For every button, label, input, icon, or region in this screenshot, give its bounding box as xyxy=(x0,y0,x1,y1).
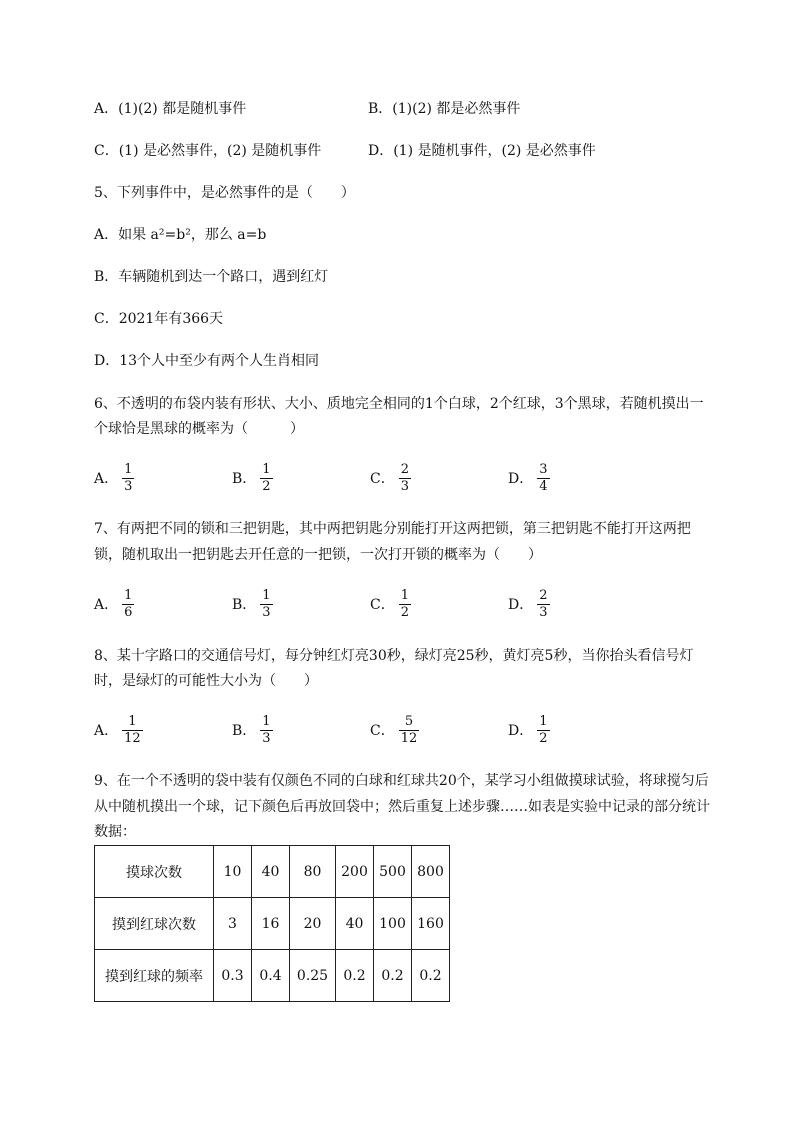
table-cell: 0.3 xyxy=(214,950,252,1002)
row-header: 摸到红球次数 xyxy=(95,898,214,950)
fraction: $\frac{3}{4}$ xyxy=(539,461,548,494)
table-cell: 0.2 xyxy=(412,950,450,1002)
table-cell: 16 xyxy=(252,898,290,950)
q8-option-b: B． $\frac{1}{3}$ xyxy=(232,713,271,746)
q5-option-a: A．如果 a²=b²，那么 a=b xyxy=(94,227,267,243)
table-cell: 0.2 xyxy=(336,950,374,1002)
table-cell: 160 xyxy=(412,898,450,950)
q7-option-d: D． $\frac{2}{3}$ xyxy=(508,587,548,620)
q9-stats-table xyxy=(94,845,450,1002)
q9-stem-line2: 从中随机摸出一个球，记下颜色后再放回袋中；然后重复上述步骤……如表是实验中记录的部分统计 xyxy=(94,799,710,815)
table-cell: 0.25 xyxy=(290,950,336,1002)
q4-option-a: A．(1)(2) 都是随机事件 xyxy=(94,101,247,117)
table-row xyxy=(95,846,450,898)
q7-stem-line1: 7、有两把不同的锁和三把钥匙，其中两把钥匙分别能打开这两把锁，第三把钥匙不能打开这两把 xyxy=(94,521,691,537)
q4-option-b: B．(1)(2) 都是必然事件 xyxy=(368,101,521,117)
q8-stem-line1: 8、某十字路口的交通信号灯，每分钟红灯亮30秒，绿灯亮25秒，黄灯亮5秒，当你抬头看信号灯 xyxy=(94,648,694,664)
fraction: $\frac{1}{2}$ xyxy=(539,713,548,746)
table-row xyxy=(95,898,450,950)
q7-option-a: A． $\frac{1}{6}$ xyxy=(94,587,133,620)
q5-option-c: C．2021年有366天 xyxy=(94,311,224,327)
fraction: $\frac{2}{3}$ xyxy=(400,461,409,494)
table-cell: 80 xyxy=(290,846,336,898)
fraction: $\frac{1}{12}$ xyxy=(124,713,141,746)
q6-option-b: B． $\frac{1}{2}$ xyxy=(232,461,271,494)
q6-option-d: D． $\frac{3}{4}$ xyxy=(508,461,548,494)
table-row xyxy=(95,950,450,1002)
fraction: $\frac{1}{3}$ xyxy=(262,713,271,746)
fraction: $\frac{1}{2}$ xyxy=(262,461,271,494)
q9-stem-line3: 数据： xyxy=(94,824,136,840)
q5-stem: 5、下列事件中，是必然事件的是（ ） xyxy=(94,185,355,201)
q6-stem-line2: 个球恰是黑球的概率为（ ） xyxy=(94,421,304,437)
row-header: 摸球次数 xyxy=(95,846,214,898)
fraction: $\frac{2}{3}$ xyxy=(539,587,548,620)
q8-stem-line2: 时，是绿灯的可能性大小为（ ） xyxy=(94,673,318,689)
q5-option-d: D．13个人中至少有两个人生肖相同 xyxy=(94,353,320,369)
fraction: $\frac{1}{6}$ xyxy=(124,587,133,620)
q4-option-d: D．(1) 是随机事件，(2) 是必然事件 xyxy=(368,143,596,159)
table-cell: 100 xyxy=(374,898,412,950)
row-header: 摸到红球的频率 xyxy=(95,950,214,1002)
fraction: $\frac{1}{3}$ xyxy=(262,587,271,620)
table-cell: 40 xyxy=(336,898,374,950)
q4-option-c: C．(1) 是必然事件，(2) 是随机事件 xyxy=(94,143,322,159)
q6-option-a: A． $\frac{1}{3}$ xyxy=(94,461,133,494)
table-cell: 20 xyxy=(290,898,336,950)
table-cell: 3 xyxy=(214,898,252,950)
q8-option-c: C． $\frac{5}{12}$ xyxy=(370,713,418,746)
table-cell: 40 xyxy=(252,846,290,898)
q5-option-b: B．车辆随机到达一个路口，遇到红灯 xyxy=(94,269,329,285)
fraction: $\frac{1}{2}$ xyxy=(400,587,409,620)
q9-stem-line1: 9、在一个不透明的袋中装有仅颜色不同的白球和红球共20个，某学习小组做摸球试验，将球搅匀后 xyxy=(94,773,709,789)
table-cell: 200 xyxy=(336,846,374,898)
fraction: $\frac{5}{12}$ xyxy=(400,713,418,746)
q7-stem-line2: 锁，随机取出一把钥匙去开任意的一把锁，一次打开锁的概率为（ ） xyxy=(94,547,542,563)
table-cell: 0.4 xyxy=(252,950,290,1002)
q6-stem-line1: 6、不透明的布袋内装有形状、大小、质地完全相同的1个白球，2个红球，3个黑球，若随机摸出一 xyxy=(94,396,704,412)
table-cell: 500 xyxy=(374,846,412,898)
q8-option-a: A． $\frac{1}{12}$ xyxy=(94,713,141,746)
table-cell: 800 xyxy=(412,846,450,898)
q6-option-c: C． $\frac{2}{3}$ xyxy=(370,461,409,494)
table-cell: 10 xyxy=(214,846,252,898)
q8-option-d: D． $\frac{1}{2}$ xyxy=(508,713,548,746)
fraction: $\frac{1}{3}$ xyxy=(124,461,133,494)
table-cell: 0.2 xyxy=(374,950,412,1002)
q7-option-b: B． $\frac{1}{3}$ xyxy=(232,587,271,620)
q7-option-c: C． $\frac{1}{2}$ xyxy=(370,587,409,620)
